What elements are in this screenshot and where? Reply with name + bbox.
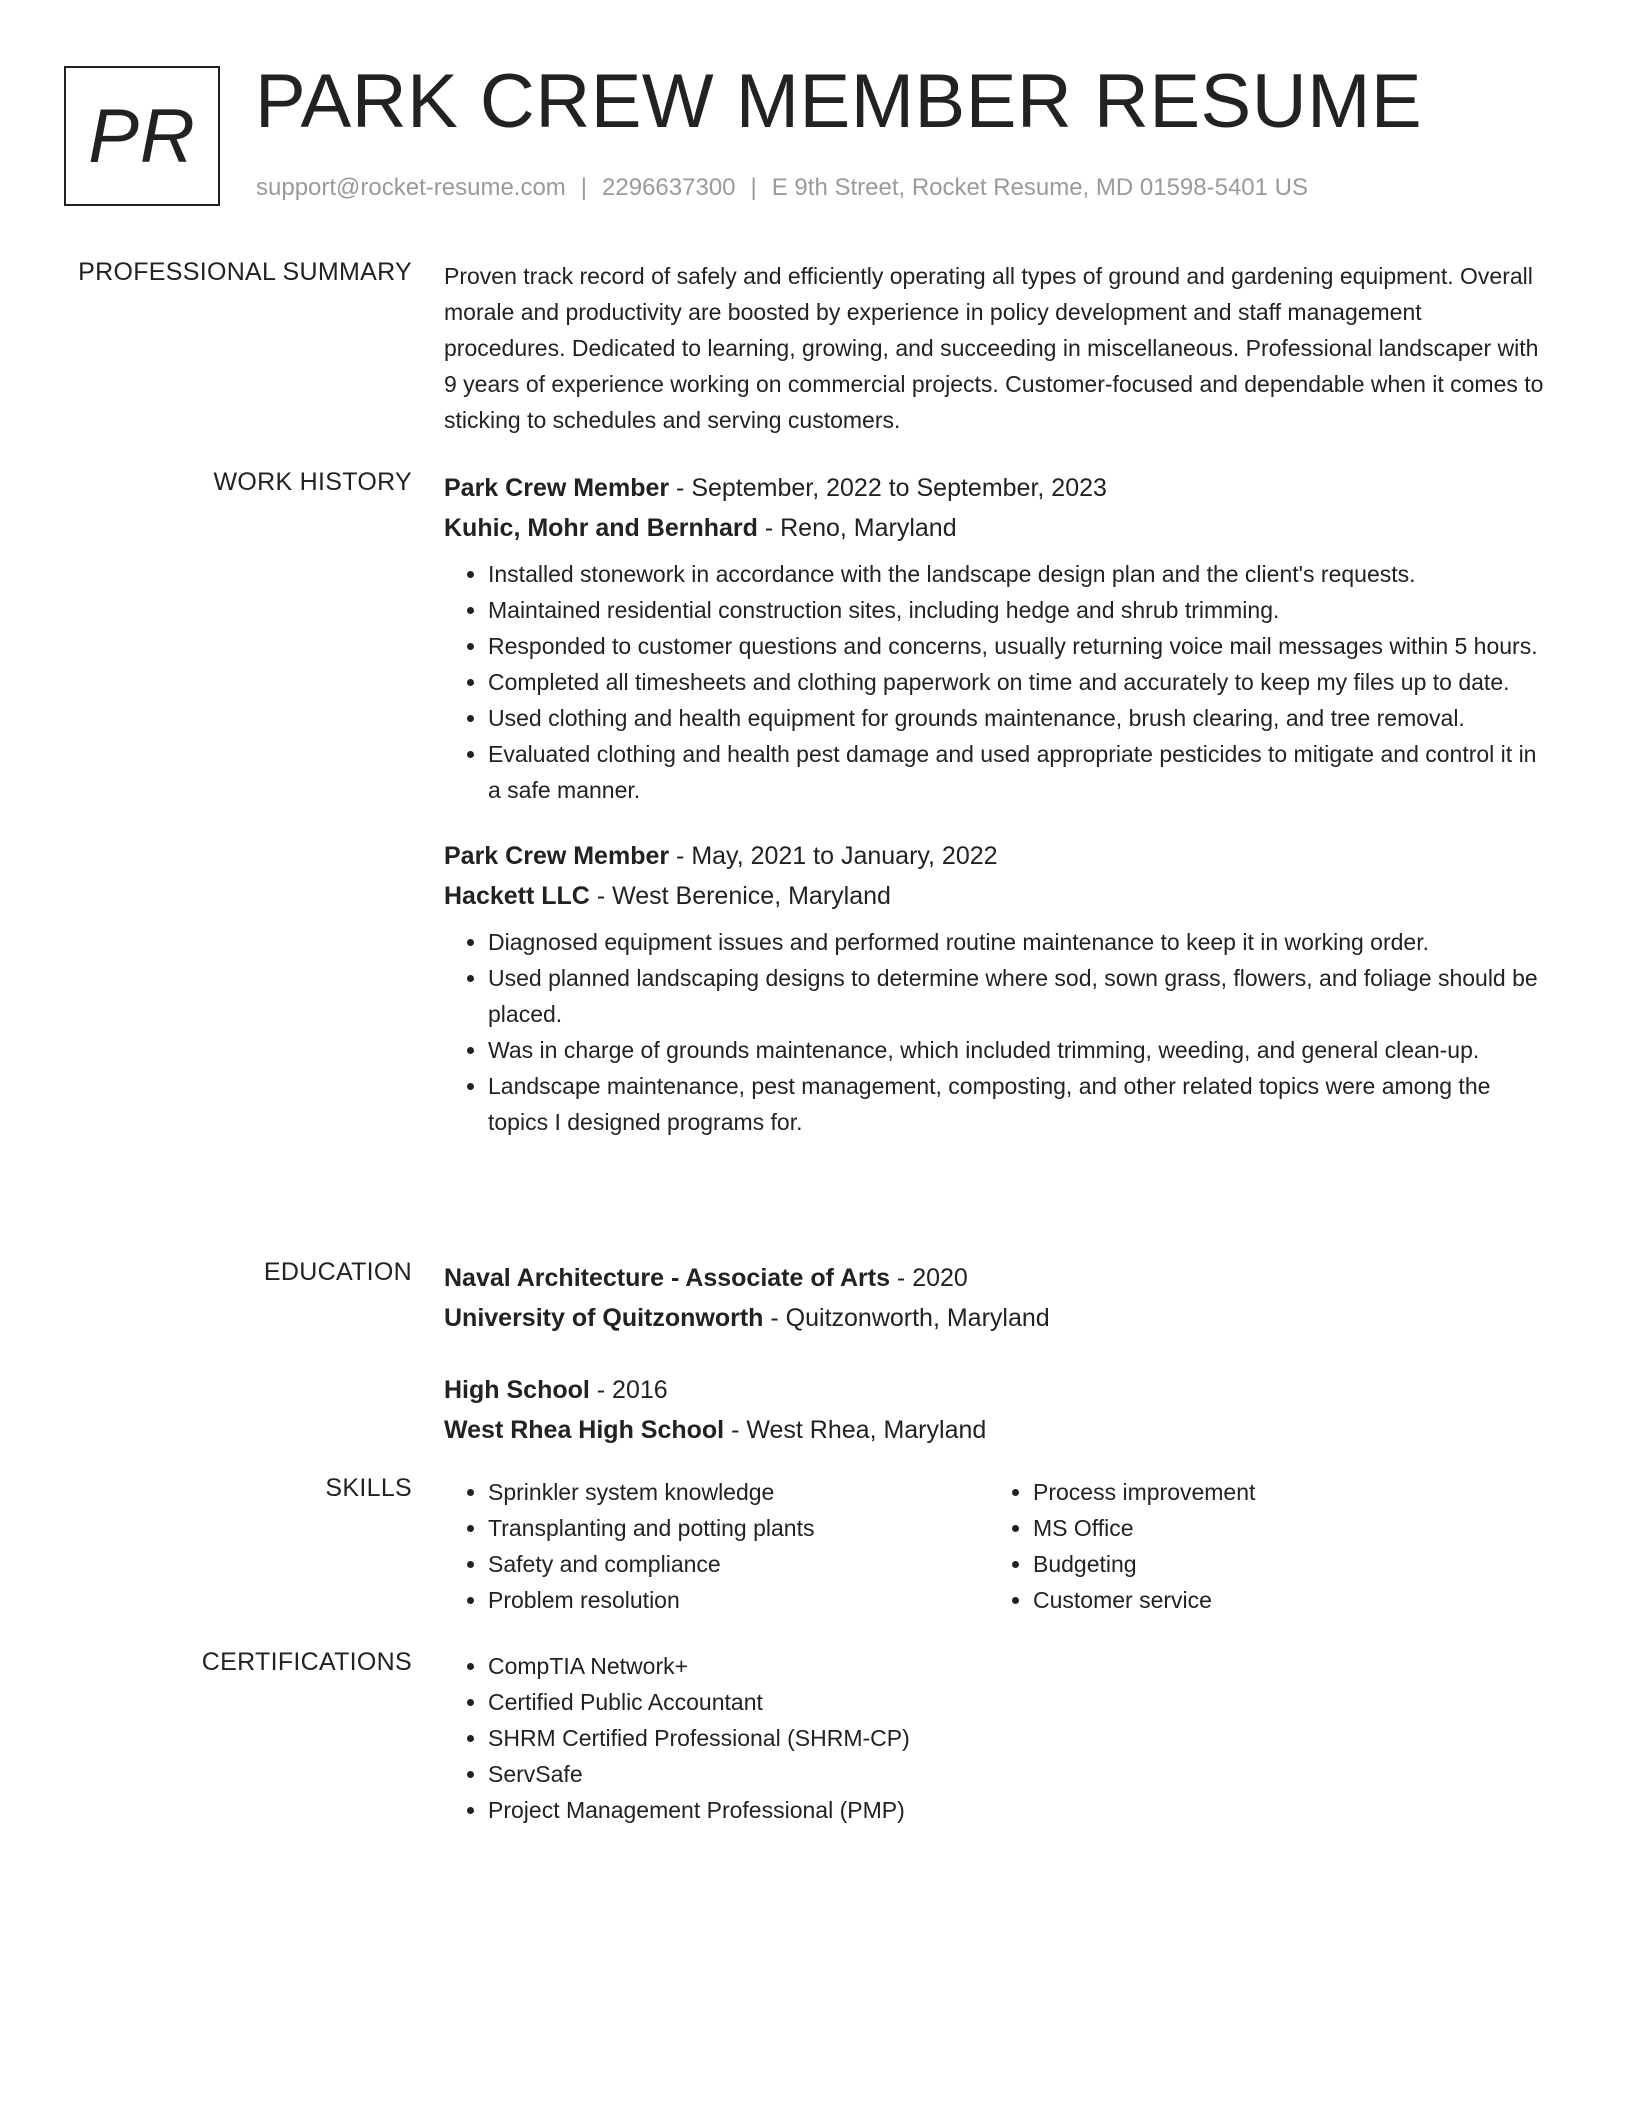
job-entry [444, 836, 1544, 1140]
job-entry [444, 468, 1544, 808]
job-company-line [444, 876, 1544, 916]
job-company-line [444, 508, 1544, 548]
certifications-body [444, 1648, 1544, 1828]
certifications-list [444, 1648, 1544, 1828]
job-title-line [444, 836, 1544, 876]
education-school-line [444, 1298, 1544, 1338]
education-school-line [444, 1410, 1544, 1450]
list-item: • Responded to customer questions and concerns, usually returning voice mail messages within 5 hours. [488, 628, 1544, 664]
list-item: • Completed all timesheets and clothing paperwork on time and accurately to keep my files up to date. [488, 664, 1544, 700]
list-item: • Problem resolution [488, 1582, 989, 1618]
job-company: Kuhic, Mohr and Bernhard [444, 514, 758, 542]
education-location: - West Rhea, Maryland [724, 1416, 987, 1444]
list-item: • Installed stonework in accordance with the landscape design plan and the client's requests. [488, 556, 1544, 592]
contact-phone: 2296637300 [602, 174, 736, 201]
job-bullets [444, 556, 1544, 808]
list-item: • Landscape maintenance, pest management, composting, and other related topics were among the topics I designed programs for. [488, 1068, 1544, 1140]
list-item: • Customer service [1033, 1582, 1534, 1618]
education-location: - Quitzonworth, Maryland [763, 1304, 1050, 1332]
list-item: • SHRM Certified Professional (SHRM-CP) [488, 1720, 1544, 1756]
education-degree-line [444, 1258, 1544, 1298]
section-title-skills: SKILLS [325, 1474, 412, 1502]
list-item: • Transplanting and potting plants [488, 1510, 989, 1546]
skills-list [989, 1474, 1534, 1618]
list-item: • Process improvement [1033, 1474, 1534, 1510]
contact-address: E 9th Street, Rocket Resume, MD 01598-5401 US [771, 174, 1309, 201]
section-title-education: EDUCATION [263, 1258, 412, 1286]
job-company: Hackett LLC [444, 882, 590, 910]
summary-text: Proven track record of safely and efficiently operating all types of ground and gardening equipment. Overall morale and productivity are boosted by experience in policy development and staff management procedures. Dedicated to learning, growing, and succeeding in miscellaneous. Professional landscaper with 9 years of experience working on commercial projects. Customer-focused and dependable when it comes to sticking to schedules and serving customers. [444, 263, 1544, 433]
list-item: • Budgeting [1033, 1546, 1534, 1582]
skills-column-right [989, 1474, 1534, 1618]
education-entry [444, 1258, 1544, 1338]
list-item: • Maintained residential construction sites, including hedge and shrub trimming. [488, 592, 1544, 628]
job-title-line [444, 468, 1544, 508]
education-entry [444, 1370, 1544, 1450]
list-item: • Was in charge of grounds maintenance, which included trimming, weeding, and general clean-up. [488, 1032, 1544, 1068]
education-school: University of Quitzonworth [444, 1304, 764, 1332]
contact-email: support@rocket-resume.com [256, 174, 566, 201]
education-degree: High School [444, 1376, 590, 1404]
education-year: - 2016 [589, 1376, 668, 1404]
education-body [444, 1258, 1544, 1450]
job-dates: - September, 2022 to September, 2023 [669, 474, 1107, 502]
job-location: - West Berenice, Maryland [589, 882, 891, 910]
monogram-initials: PR [88, 93, 196, 179]
skills-body [444, 1474, 1544, 1618]
list-item: • Sprinkler system knowledge [488, 1474, 989, 1510]
job-role: Park Crew Member [444, 474, 670, 502]
list-item: • Safety and compliance [488, 1546, 989, 1582]
job-location: - Reno, Maryland [757, 514, 957, 542]
skills-column-left [444, 1474, 989, 1618]
section-title-summary: PROFESSIONAL SUMMARY [78, 258, 412, 286]
education-year: - 2020 [889, 1264, 968, 1292]
list-item: • MS Office [1033, 1510, 1534, 1546]
list-item: • ServSafe [488, 1756, 1544, 1792]
list-item: • Used clothing and health equipment for grounds maintenance, brush clearing, and tree removal. [488, 700, 1544, 736]
contact-separator: | [750, 174, 757, 201]
list-item: • CompTIA Network+ [488, 1648, 1544, 1684]
contact-line [256, 174, 1308, 202]
education-degree: Naval Architecture - Associate of Arts [444, 1264, 890, 1292]
monogram-badge [64, 66, 220, 206]
job-bullets [444, 924, 1544, 1140]
list-item: • Diagnosed equipment issues and performed routine maintenance to keep it in working order. [488, 924, 1544, 960]
job-dates: - May, 2021 to January, 2022 [669, 842, 998, 870]
list-item: • Used planned landscaping designs to determine where sod, sown grass, flowers, and foliage should be placed. [488, 960, 1544, 1032]
list-item: • Evaluated clothing and health pest damage and used appropriate pesticides to mitigate and control it in a safe manner. [488, 736, 1544, 808]
summary-body [444, 258, 1544, 438]
education-degree-line [444, 1370, 1544, 1410]
section-title-work: WORK HISTORY [213, 468, 412, 496]
section-title-certifications: CERTIFICATIONS [201, 1648, 412, 1676]
contact-separator: | [580, 174, 588, 201]
page-title: PARK CREW MEMBER RESUME [255, 59, 1423, 144]
skills-list [444, 1474, 989, 1618]
skills-grid [444, 1474, 1544, 1618]
work-history-body [444, 468, 1544, 1140]
education-school: West Rhea High School [444, 1416, 725, 1444]
job-role: Park Crew Member [444, 842, 670, 870]
list-item: • Certified Public Accountant [488, 1684, 1544, 1720]
list-item: • Project Management Professional (PMP) [488, 1792, 1544, 1828]
